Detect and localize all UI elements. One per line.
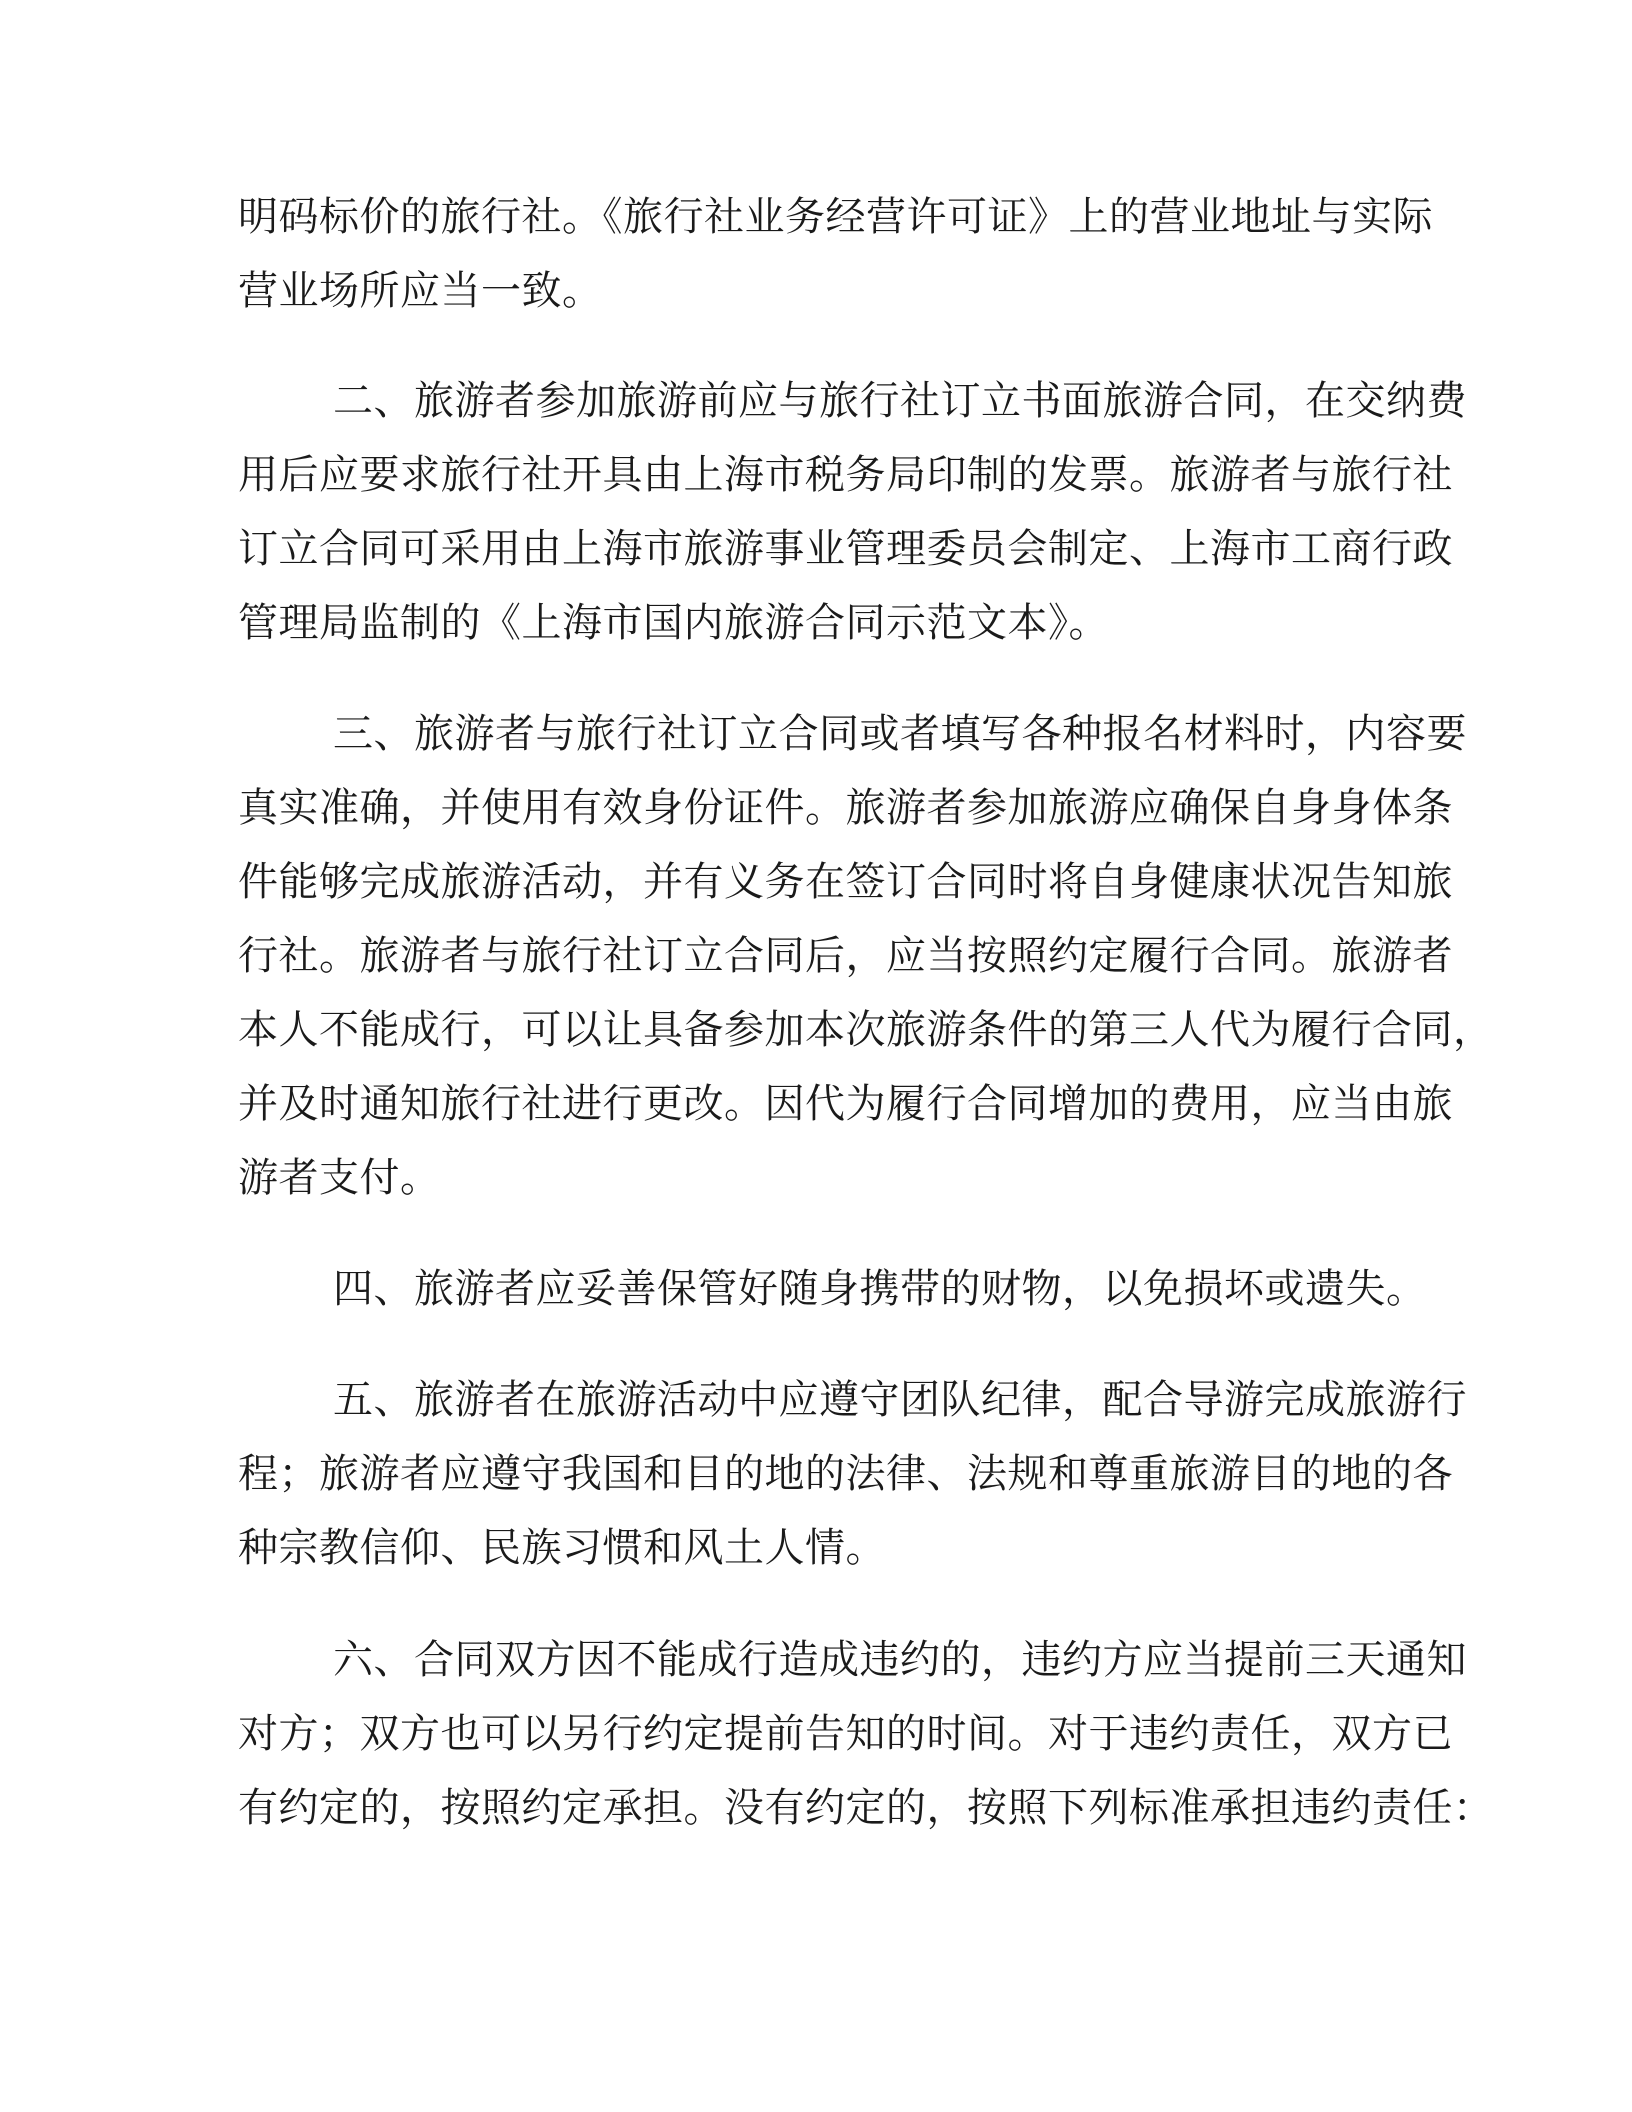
paragraph-clause-2 bbox=[238, 364, 1467, 660]
text-line: 六、合同双方因不能成行造成违约的，违约方应当提前三天通知 bbox=[333, 1637, 1467, 1683]
text-line: 游者支付。 bbox=[238, 1155, 441, 1201]
text-line: 对方；双方也可以另行约定提前告知的时间。对于违约责任，双方已 bbox=[238, 1711, 1453, 1757]
text-line: 程；旅游者应遵守我国和目的地的法律、法规和尊重旅游目的地的各 bbox=[238, 1451, 1453, 1497]
text-line: 并及时通知旅行社进行更改。因代为履行合同增加的费用，应当由旅 bbox=[238, 1081, 1453, 1127]
text-line: 三、旅游者与旅行社订立合同或者填写各种报名材料时，内容要 bbox=[333, 711, 1467, 757]
text-line: 二、旅游者参加旅游前应与旅行社订立书面旅游合同，在交纳费 bbox=[333, 378, 1467, 424]
text-line: 用后应要求旅行社开具由上海市税务局印制的发票。旅游者与旅行社 bbox=[238, 452, 1453, 498]
paragraph-clause-6 bbox=[238, 1623, 1494, 1845]
text-line: 行社。旅游者与旅行社订立合同后，应当按照约定履行合同。旅游者 bbox=[238, 933, 1453, 979]
text-line: 有约定的，按照约定承担。没有约定的，按照下列标准承担违约责任： bbox=[238, 1785, 1494, 1831]
text-line: 明码标价的旅行社。《旅行社业务经营许可证》上的营业地址与实际 bbox=[238, 194, 1433, 240]
text-line: 管理局监制的《上海市国内旅游合同示范文本》。 bbox=[238, 600, 1109, 646]
text-line: 订立合同可采用由上海市旅游事业管理委员会制定、上海市工商行政 bbox=[238, 526, 1453, 572]
text-line: 种宗教信仰、民族习惯和风土人情。 bbox=[238, 1525, 886, 1571]
paragraph-continuation bbox=[238, 180, 1433, 328]
text-line: 真实准确，并使用有效身份证件。旅游者参加旅游应确保自身身体条 bbox=[238, 785, 1453, 831]
paragraph-clause-4 bbox=[238, 1252, 1427, 1326]
text-line: 四、旅游者应妥善保管好随身携带的财物，以免损坏或遗失。 bbox=[333, 1266, 1427, 1312]
paragraph-clause-5 bbox=[238, 1363, 1467, 1585]
text-line: 五、旅游者在旅游活动中应遵守团队纪律，配合导游完成旅游行 bbox=[333, 1377, 1467, 1423]
paragraph-clause-3 bbox=[238, 697, 1494, 1215]
text-line: 本人不能成行，可以让具备参加本次旅游条件的第三人代为履行合同， bbox=[238, 1007, 1494, 1053]
text-line: 营业场所应当一致。 bbox=[238, 268, 603, 314]
text-line: 件能够完成旅游活动，并有义务在签订合同时将自身健康状况告知旅 bbox=[238, 859, 1453, 905]
